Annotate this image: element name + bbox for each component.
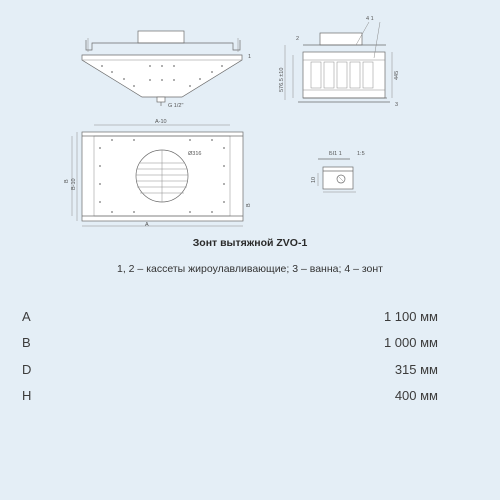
front-side-mark: 1 [248, 54, 252, 60]
top-dim-b10: B-10 [71, 178, 77, 190]
spec-label: B [22, 335, 31, 350]
top-diameter: Ø316 [188, 151, 202, 157]
top-view [64, 119, 252, 228]
side-inner-dim: 445 [394, 70, 400, 80]
detail-title: БI1 1 [329, 151, 342, 157]
front-view [82, 31, 251, 109]
spec-row-h [22, 388, 438, 404]
detail-scale: 1:5 [357, 151, 365, 157]
side-mark-2: 2 [296, 36, 300, 42]
side-height-dim: 576.5 ±10 [279, 67, 285, 92]
top-right-mark: B [246, 203, 252, 207]
spec-row-d [22, 362, 438, 378]
drawing-caption-title: Зонт вытяжной ZVO-1 [192, 237, 308, 249]
top-dim-a: A [145, 222, 149, 228]
spec-value: 1 000 мм [383, 335, 438, 350]
spec-row-b [22, 335, 438, 351]
side-view [279, 16, 400, 108]
spec-value: 1 100 мм [383, 309, 438, 324]
detail-view [311, 151, 365, 192]
spec-row-a [22, 309, 438, 325]
technical-drawing [0, 0, 500, 230]
side-mark-3: 3 [395, 102, 399, 108]
side-top-marks: 4 1 [366, 16, 374, 22]
spec-label: D [22, 362, 32, 377]
top-dim-b: B [64, 179, 70, 183]
spec-value: 315 мм [394, 362, 438, 377]
drawing-caption-legend: 1, 2 – кассеты жироулавливающие; 3 – ванна; 4 – зонт [117, 263, 383, 275]
spec-label: A [22, 309, 31, 324]
detail-dim: 10 [311, 176, 317, 183]
spec-label: H [22, 388, 32, 403]
spec-value: 400 мм [394, 388, 438, 403]
top-dim-a10: A-10 [155, 119, 167, 125]
drain-label: G 1/2" [168, 103, 184, 109]
